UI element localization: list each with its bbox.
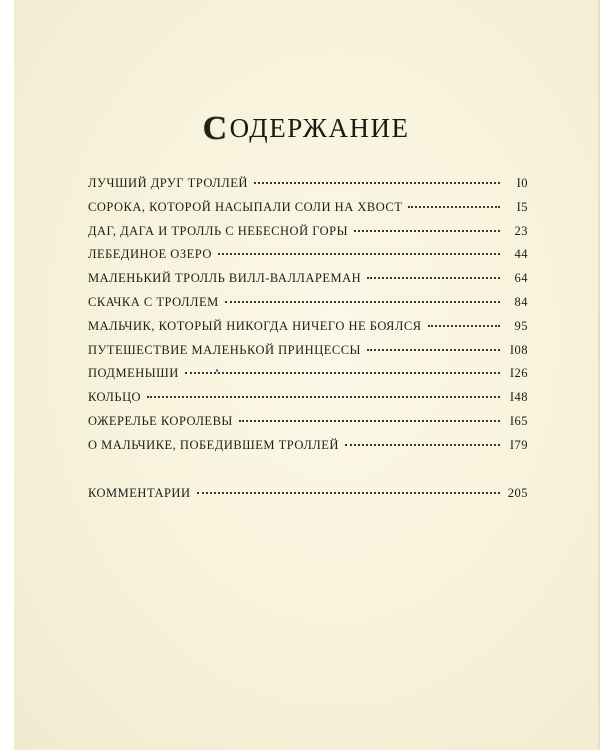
dot-leader bbox=[197, 492, 501, 494]
dot-leader bbox=[408, 206, 500, 208]
toc-entry-title: ПОДМЕНЫШИ bbox=[88, 366, 179, 381]
toc-entry-title: ЛЕБЕДИНОЕ ОЗЕРО bbox=[88, 247, 212, 262]
toc-entry-page: 95 bbox=[514, 318, 528, 333]
toc-entry-title: ОЖЕРЕЛЬЕ КОРОЛЕВЫ bbox=[88, 413, 233, 428]
dot-leader bbox=[185, 372, 500, 374]
toc-entry-title: СКАЧКА С ТРОЛЛЕМ bbox=[88, 294, 219, 309]
toc-entry-page: 44 bbox=[514, 247, 528, 262]
page-title bbox=[14, 112, 598, 146]
toc-entry bbox=[88, 224, 528, 248]
toc-entry-page: 64 bbox=[514, 271, 528, 286]
table-of-contents bbox=[88, 176, 528, 509]
toc-entry bbox=[88, 295, 528, 319]
ink-speck bbox=[216, 369, 218, 372]
dot-leader bbox=[254, 182, 500, 184]
toc-entry-page: 23 bbox=[514, 223, 528, 238]
ornamental-initial: С bbox=[202, 110, 229, 147]
dot-leader bbox=[225, 301, 500, 303]
toc-entry-title: МАЛЕНЬКИЙ ТРОЛЛЬ ВИЛЛ-ВАЛЛАРЕМАН bbox=[88, 271, 362, 286]
toc-entry-title: МАЛЬЧИК, КОТОРЫЙ НИКОГДА НИЧЕГО НЕ БОЯЛСЯ bbox=[88, 318, 422, 333]
dot-leader bbox=[354, 230, 500, 232]
toc-entry-page: 84 bbox=[514, 294, 528, 309]
dot-leader bbox=[367, 277, 500, 279]
toc-entry bbox=[88, 247, 528, 271]
toc-entry-title: КОММЕНТАРИИ bbox=[88, 485, 191, 500]
toc-entry-title: КОЛЬЦО bbox=[88, 390, 141, 405]
toc-entry-title: СОРОКА, КОТОРОЙ НАСЫПАЛИ СОЛИ НА ХВОСТ bbox=[88, 199, 403, 214]
dot-leader bbox=[367, 349, 500, 351]
toc-entry-page: 205 bbox=[507, 485, 528, 500]
toc-entry-page: I0 bbox=[516, 176, 528, 190]
toc-entry bbox=[88, 319, 528, 343]
toc-entry bbox=[88, 414, 528, 438]
toc-entry-page: I26 bbox=[509, 366, 528, 381]
dot-leader bbox=[345, 444, 500, 446]
book-page bbox=[14, 0, 600, 750]
dot-leader bbox=[218, 253, 500, 255]
toc-entry-comments bbox=[88, 486, 528, 510]
toc-entry-page: I5 bbox=[516, 199, 528, 214]
toc-entry-title: О МАЛЬЧИКЕ, ПОБЕДИВШЕМ ТРОЛЛЕЙ bbox=[88, 437, 339, 452]
toc-entry bbox=[88, 366, 528, 390]
toc-entry-title: ЛУЧШИЙ ДРУГ ТРОЛЛЕЙ bbox=[88, 176, 248, 190]
toc-entry-page: I48 bbox=[509, 390, 528, 405]
toc-entry bbox=[88, 176, 528, 200]
toc-entry bbox=[88, 390, 528, 414]
toc-entry-title: ПУТЕШЕСТВИЕ МАЛЕНЬКОЙ ПРИНЦЕССЫ bbox=[88, 342, 361, 357]
dot-leader bbox=[147, 396, 500, 398]
dot-leader bbox=[239, 420, 500, 422]
toc-entry bbox=[88, 200, 528, 224]
toc-entry bbox=[88, 438, 528, 462]
toc-entry-title: ДАГ, ДАГА И ТРОЛЛЬ С НЕБЕСНОЙ ГОРЫ bbox=[88, 223, 349, 238]
toc-entry-page: I65 bbox=[509, 413, 528, 428]
toc-entry-page: I08 bbox=[509, 342, 528, 357]
page-title-rest: ОДЕРЖАНИЕ bbox=[229, 113, 410, 143]
toc-entry bbox=[88, 343, 528, 367]
toc-entry bbox=[88, 271, 528, 295]
toc-entry-page: I79 bbox=[509, 437, 528, 452]
dot-leader bbox=[428, 325, 501, 327]
